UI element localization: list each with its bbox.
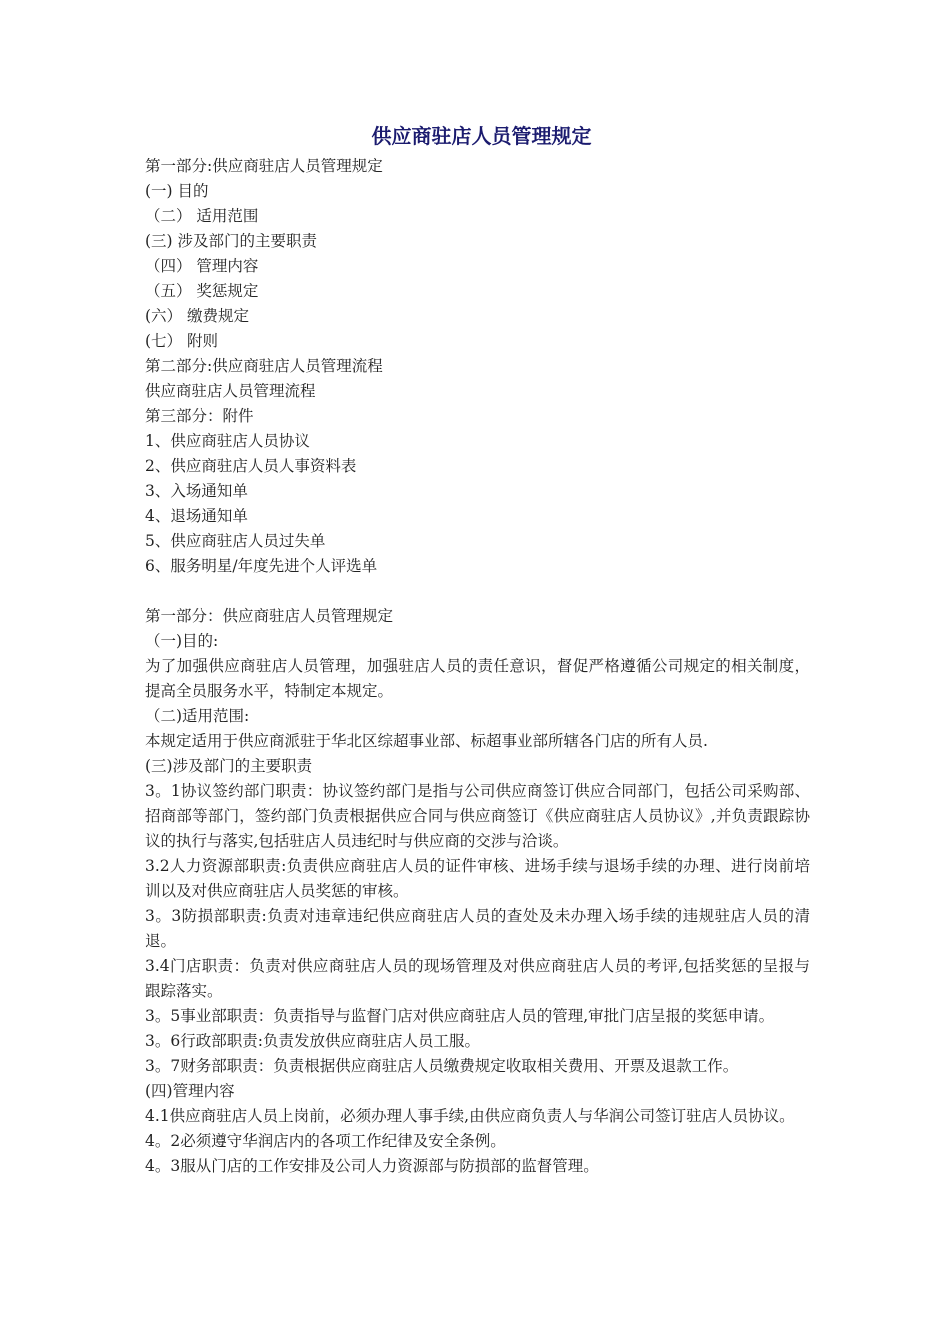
section-heading-responsibilities: (三)涉及部门的主要职责 <box>145 757 313 775</box>
section-heading-management: (四)管理内容 <box>145 1082 235 1100</box>
toc-attachment: 6、服务明星/年度先进个人评选单 <box>145 557 378 575</box>
paragraph-3-6: 3。6行政部职责:负责发放供应商驻店人员工服。 <box>145 1032 480 1050</box>
toc-attachment: 1、供应商驻店人员协议 <box>145 432 310 450</box>
toc-attachment: 2、供应商驻店人员人事资料表 <box>145 457 357 475</box>
toc-item: (一) 目的 <box>145 182 209 200</box>
toc-attachment: 3、入场通知单 <box>145 482 248 500</box>
toc-part-two: 第二部分:供应商驻店人员管理流程 <box>145 357 383 375</box>
toc-part-three: 第三部分：附件 <box>145 407 254 425</box>
toc-item: (六） 缴费规定 <box>145 307 249 325</box>
document-page <box>145 118 810 1179</box>
toc-item: (七） 附则 <box>145 332 218 350</box>
section-heading-scope: （二)适用范围: <box>145 707 250 725</box>
section-heading-purpose: （一)目的: <box>145 632 219 650</box>
toc-item: (三) 涉及部门的主要职责 <box>145 232 318 250</box>
toc-attachment: 4、退场通知单 <box>145 507 248 525</box>
table-of-contents <box>145 154 810 579</box>
toc-item: （二） 适用范围 <box>145 207 259 225</box>
paragraph-3-3: 3。3防损部职责:负责对违章违纪供应商驻店人员的查处及未办理入场手续的违规驻店人员的清退。 <box>145 907 810 950</box>
paragraph-3-7: 3。7财务部职责：负责根据供应商驻店人员缴费规定收取相关费用、开票及退款工作。 <box>145 1057 739 1075</box>
toc-attachment: 5、供应商驻店人员过失单 <box>145 532 326 550</box>
paragraph-purpose: 为了加强供应商驻店人员管理，加强驻店人员的责任意识，督促严格遵循公司规定的相关制度，提高全员服务水平，特制定本规定。 <box>145 657 810 700</box>
paragraph-4-2: 4。2必须遵守华润店内的各项工作纪律及安全条例。 <box>145 1132 506 1150</box>
paragraph-3-5: 3。5事业部职责：负责指导与监督门店对供应商驻店人员的管理,审批门店呈报的奖惩申请。 <box>145 1007 775 1025</box>
paragraph-4-1: 4.1供应商驻店人员上岗前，必须办理人事手续,由供应商负责人与华润公司签订驻店人员协议。 <box>145 1107 795 1125</box>
toc-item: （五） 奖惩规定 <box>145 282 259 300</box>
part-one-heading: 第一部分：供应商驻店人员管理规定 <box>145 607 394 625</box>
paragraph-3-1: 3。1协议签约部门职责：协议签约部门是指与公司供应商签订供应合同部门，包括公司采购部、招商部等部门，签约部门负责根据供应合同与供应商签订《供应商驻店人员协议》,并负责跟踪协议的执行与落实,包括驻店人员违纪时与供应商的交涉与洽谈。 <box>145 782 810 850</box>
paragraph-3-4: 3.4门店职责：负责对供应商驻店人员的现场管理及对供应商驻店人员的考评,包括奖惩的呈报与跟踪落实。 <box>145 957 810 1000</box>
toc-item: （四） 管理内容 <box>145 257 259 275</box>
toc-item: 供应商驻店人员管理流程 <box>145 382 316 400</box>
section-spacer <box>145 579 810 604</box>
document-body <box>145 604 810 1179</box>
paragraph-4-3: 4。3服从门店的工作安排及公司人力资源部与防损部的监督管理。 <box>145 1157 599 1175</box>
paragraph-3-2: 3.2人力资源部职责:负责供应商驻店人员的证件审核、进场手续与退场手续的办理、进行岗前培训以及对供应商驻店人员奖惩的审核。 <box>145 857 810 900</box>
paragraph-scope: 本规定适用于供应商派驻于华北区综超事业部、标超事业部所辖各门店的所有人员. <box>145 732 708 750</box>
toc-part-one: 第一部分:供应商驻店人员管理规定 <box>145 157 383 175</box>
document-title: 供应商驻店人员管理规定 <box>371 124 592 148</box>
